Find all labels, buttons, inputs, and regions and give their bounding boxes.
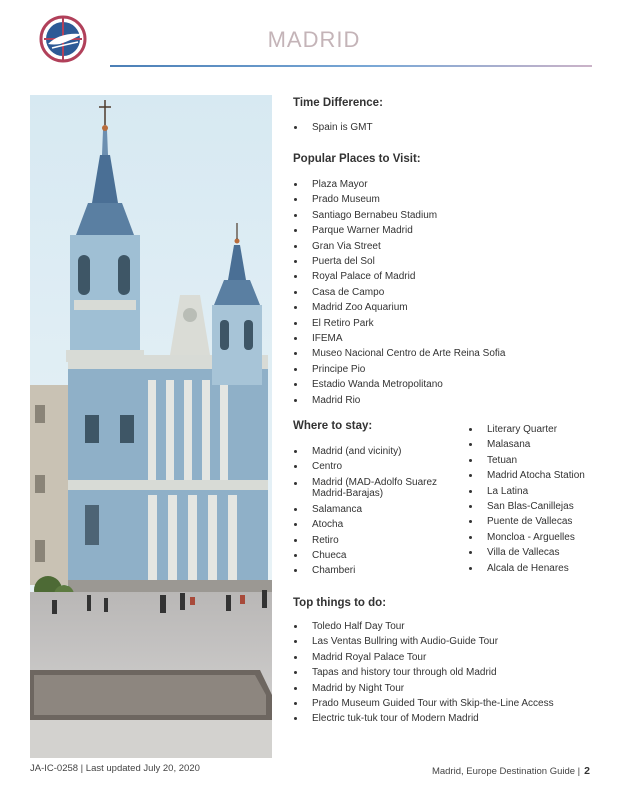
list-item: Madrid Royal Palace Tour — [293, 650, 554, 665]
popular-places-heading: Popular Places to Visit: — [293, 153, 421, 165]
list-item: Principe Pio — [293, 362, 505, 377]
list-item: Electric tuk-tuk tour of Modern Madrid — [293, 711, 554, 726]
list-item: Puerta del Sol — [293, 254, 505, 269]
list-item: Spain is GMT — [293, 120, 373, 135]
time-difference-list — [293, 120, 373, 135]
cathedral-photo — [30, 95, 272, 758]
list-item: Atocha — [293, 517, 453, 532]
top-things-heading: Top things to do: — [293, 597, 387, 609]
list-item: Alcala de Henares — [468, 561, 585, 576]
list-item: Plaza Mayor — [293, 177, 505, 192]
list-item: Santiago Bernabeu Stadium — [293, 208, 505, 223]
list-item: Malasana — [468, 437, 585, 452]
page-title: MADRID — [267, 27, 361, 52]
list-item: Puente de Vallecas — [468, 514, 585, 529]
list-item: Literary Quarter — [468, 422, 585, 437]
list-item: Madrid (and vicinity) — [293, 444, 453, 459]
list-item: Prado Museum — [293, 192, 505, 207]
list-item: Toledo Half Day Tour — [293, 619, 554, 634]
list-item: Centro — [293, 459, 453, 474]
list-item: IFEMA — [293, 331, 505, 346]
page-number: 2 — [584, 765, 590, 777]
list-item: Tapas and history tour through old Madrid — [293, 665, 554, 680]
list-item: Royal Palace of Madrid — [293, 269, 505, 284]
list-item: La Latina — [468, 484, 585, 499]
where-to-stay-heading: Where to stay: — [293, 420, 373, 432]
top-things-list — [293, 619, 554, 727]
list-item: Madrid (MAD-Adolfo Suarez Madrid-Barajas) — [293, 475, 453, 502]
guide-title: Madrid, Europe Destination Guide | — [431, 766, 581, 777]
list-item: Chamberi — [293, 563, 453, 578]
list-item: Madrid by Night Tour — [293, 681, 554, 696]
list-item: Gran Via Street — [293, 239, 505, 254]
popular-places-list — [293, 177, 505, 408]
list-item: Madrid Zoo Aquarium — [293, 300, 505, 315]
list-item: Madrid Atocha Station — [468, 468, 585, 483]
time-difference-heading: Time Difference: — [293, 97, 383, 109]
list-item: Madrid Rio — [293, 393, 505, 408]
list-item: San Blas-Canillejas — [468, 499, 585, 514]
list-item: Villa de Vallecas — [468, 545, 585, 560]
document-id-footer: JA-IC-0258 | Last updated July 20, 2020 — [30, 763, 200, 774]
list-item: Retiro — [293, 533, 453, 548]
list-item: Salamanca — [293, 502, 453, 517]
guide-title-footer — [432, 765, 590, 777]
list-item: Prado Museum Guided Tour with Skip-the-Line Access — [293, 696, 554, 711]
list-item: Museo Nacional Centro de Arte Reina Sofia — [293, 346, 505, 361]
list-item: Chueca — [293, 548, 453, 563]
title-divider — [110, 65, 592, 67]
list-item: Parque Warner Madrid — [293, 223, 505, 238]
where-to-stay-list-right — [468, 422, 585, 576]
list-item: Estadio Wanda Metropolitano — [293, 377, 505, 392]
list-item: El Retiro Park — [293, 316, 505, 331]
where-to-stay-list-left — [293, 444, 453, 579]
list-item: Tetuan — [468, 453, 585, 468]
list-item: Casa de Campo — [293, 285, 505, 300]
list-item: Moncloa - Arguelles — [468, 530, 585, 545]
list-item: Las Ventas Bullring with Audio-Guide Tour — [293, 634, 554, 649]
